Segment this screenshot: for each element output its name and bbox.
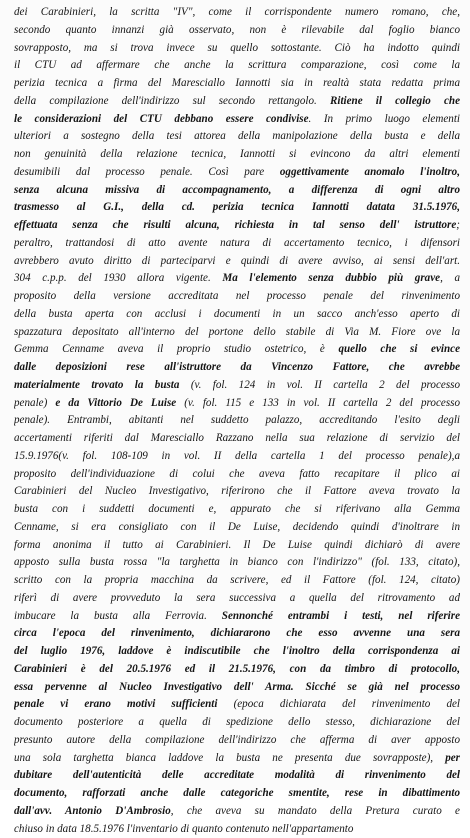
text-line [14,182,460,200]
text-run: spazzatura depositato all'interno del portone dello stabile di Via M. Fiore ove la [14,326,460,338]
text-line [14,164,460,182]
text-run: . In primo luogo elementi [309,113,460,125]
text-run: scritto con la propria macchina da scrivere, ed il Fattore (fol. 124, citato) [14,574,460,586]
text-line [14,359,460,377]
text-run: secondo quanto innanzi già osservato, non è rilevabile dal foglio bianco [14,24,460,36]
text-line [14,554,460,572]
bold-text-run: Ritiene il collegio che [330,95,460,107]
text-line [14,803,460,821]
text-line [14,767,460,785]
text-run: della busta aperta con acclusi i documenti in un sacco anch'esso aperto di [14,308,460,320]
text-run: perizia tecnica a firma del Maresciallo Iannotti sia in realtà stata redatta prima [14,77,460,89]
text-run: busta con i suddetti documenti e, appurato che si riferivano alla Gemma [14,503,460,515]
text-line [14,199,460,217]
text-run: sovrapposto, ma si trova invece su quello sottostante. Ciò ha indotto quindi [14,42,460,54]
text-line [14,93,460,111]
bold-text-run: per [445,752,460,764]
bold-text-run: Carabinieri è del 20.5.1976 ed il 21.5.1976, con da timbro di protocollo, [14,663,460,675]
text-line [14,306,460,324]
text-line [14,448,460,466]
bold-text-run: dubitare dell'autenticità delle accreditate modalità di rinvenimento del [14,769,460,781]
text-line [14,40,460,58]
text-run: della compilazione dell'indirizzo sul secondo rettangolo. [14,95,330,107]
text-run: documento posteriore a quella di spedizione dello stesso, dichiarazione del [14,716,460,728]
text-line [14,22,460,40]
text-line [14,466,460,484]
text-line [14,821,460,838]
text-run: dei Carabinieri, la scritta "IV", come il corrispondente numero romano, che, [14,6,460,18]
text-line [14,625,460,643]
bold-text-run: essa pervenne al Nucleo Investigativo dell' Arma. Sicché se già nel processo [14,681,460,693]
text-line [14,324,460,342]
text-line [14,679,460,697]
text-run: Gemma Cenname aveva il proprio studio ostetrico, è [14,343,338,355]
bold-text-run: penale vi erano motivi sufficienti [14,698,217,710]
text-run: ulteriori a sostegno della tesi attorea della manipolazione della busta e della [14,130,460,142]
text-line [14,572,460,590]
text-run: forma anonima il tutto ai Carabinieri. Il De Luise quindi dichiarò di avere [14,539,460,551]
text-run: 15.9.1976(v. fol. 108-109 in vol. II della cartella 1 del processo penale),a [14,450,460,462]
text-line [14,4,460,22]
text-line [14,519,460,537]
text-run: Carabinieri del Nucleo Investigativo, riferirono che il Fattore aveva trovato la [14,485,460,497]
bold-text-run: e da Vittorio De Luise [55,397,176,409]
bold-text-run: oggettivamente anomalo l'inoltro, [280,166,460,178]
text-run: apposto sulla busta rossa "la targhetta in bianco con l'indirizzo" (fol. 133, citato), [14,556,460,568]
bold-text-run: Sennonché entrambi i testi, nel riferire [222,610,460,622]
text-run: avrebbero avuto diritto di parteciparvi e quindi di avere avviso, ai sensi dell'art. [14,255,460,267]
text-run: desumibili dal processo penale. Così pare [14,166,280,178]
text-line [14,501,460,519]
text-line [14,377,460,395]
text-line [14,785,460,803]
text-run: (epoca dichiarata del rinvenimento del [217,698,460,710]
text-run: presunto autore della compilazione dell'indirizzo che afferma di aver apposto [14,734,460,746]
text-run: Cenname, si era consigliato con il De Luise, decidendo quindi d'inoltrare in [14,521,460,533]
text-run: penale). Entrambi, abitanti nel suddetto palazzo, accreditando l'esito degli [14,414,460,426]
text-line [14,217,460,235]
text-line [14,661,460,679]
text-run: riferì di avere provveduto la sera successiva a quella del ritrovamento ad [14,592,460,604]
bold-text-run: senza alcuna missiva di accompagnamento, a differenza di ogni altro [14,184,460,196]
text-line [14,643,460,661]
text-run: una sola targhetta bianca laddove la busta ne presenta due sovrapposte), [14,752,445,764]
text-run: chiuso in data 18.5.1976 l'inventario di quanto contenuto nell'appartamento [14,823,353,835]
text-run: (v. fol. 115 e 133 in vol. II cartella 2 del processo [176,397,460,409]
text-run: ; [456,219,460,231]
text-line [14,57,460,75]
bold-text-run: effettuata senza che risulti alcuna, richiesta in tal senso dell' istruttore [14,219,456,231]
text-run: (v. fol. 124 in vol. II cartella 2 del processo [179,379,460,391]
text-run: imbucare la busta alla Ferrovia. [14,610,222,622]
text-line [14,430,460,448]
text-line [14,590,460,608]
text-run: 304 c.p.p. del 1930 allora vigente. [14,272,222,284]
text-line [14,537,460,555]
bold-text-run: dall'avv. Antonio D'Ambrosio [14,805,171,817]
text-line [14,146,460,164]
bold-text-run: dalle deposizioni rese all'istruttore da Vincenzo Fattore, che avrebbe [14,361,460,373]
bold-text-run: trasmesso al G.I., della cd. perizia tecnica Iannotti datata 31.5.1976, [14,201,460,213]
text-line [14,608,460,626]
text-line [14,128,460,146]
text-line [14,270,460,288]
text-line [14,111,460,129]
text-run: peraltro, trattandosi di atto avente natura di accertamento tecnico, i difensori [14,237,460,249]
bold-text-run: le considerazioni del CTU debbano essere condivise [14,113,309,125]
bold-text-run: documento, rafforzati anche dalle categoriche smentite, rese in dibattimento [14,787,460,799]
text-line [14,341,460,359]
bold-text-run: del luglio 1976, laddove è indiscutibile che l'inoltro della corrispondenza ai [14,645,460,657]
text-run: non genuinità della relazione tecnica, Iannotti si evincono da altri elementi [14,148,460,160]
bold-text-run: circa l'epoca del rinvenimento, dichiararono che esso avvenne una sera [14,627,460,639]
text-line [14,483,460,501]
text-run: accertamenti riferiti dal Maresciallo Razzano nella sua relazione di servizio del [14,432,460,444]
text-line [14,714,460,732]
text-line [14,412,460,430]
text-run: proposito dell'individuazione di colui che aveva fatto recapitare il plico ai [14,468,460,480]
text-run: penale) [14,397,55,409]
text-line [14,235,460,253]
text-line [14,395,460,413]
text-line [14,75,460,93]
text-run: , che aveva su mandato della Pretura curato e [171,805,460,817]
text-run: proposito della versione accreditata nel processo penale del rinvenimento [14,290,460,302]
bold-text-run: materialmente trovato la busta [14,379,179,391]
text-run: , a [440,272,460,284]
text-run: il CTU ad affermare che anche la scrittura comparazione, così come la [14,59,460,71]
bold-text-run: quello che si evince [338,343,460,355]
text-line [14,750,460,768]
text-line [14,253,460,271]
text-line [14,288,460,306]
text-line [14,696,460,714]
bold-text-run: Ma l'elemento senza dubbio più grave [222,272,440,284]
text-line [14,732,460,750]
